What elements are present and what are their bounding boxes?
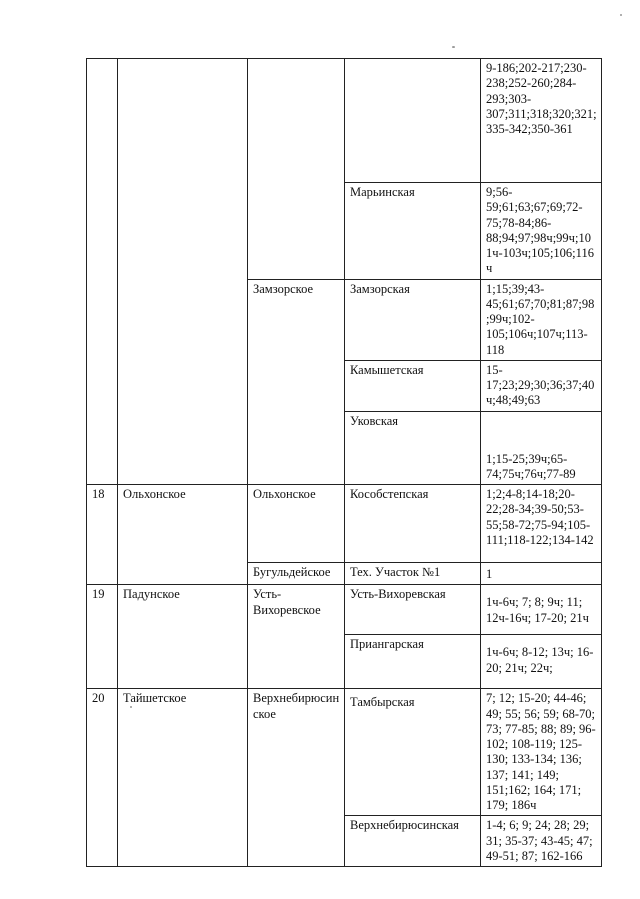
quarter-codes: 15-17;23;29;30;36;37;40ч;48;49;63: [481, 360, 602, 411]
quarter-codes: 9;56-59;61;63;67;69;72-75;78-84;86-88;94;97;98ч;99ч;101ч-103ч;105;106;116ч: [481, 183, 602, 280]
row-number-cell: [87, 59, 118, 485]
quarter-codes: 1;2;4-8;14-18;20-22;28-34;39-50;53-55;58-72;75-94;105-111;118-122;134-142: [481, 485, 602, 563]
forestry-area-name: Приангарская: [345, 635, 481, 689]
forestry-area-name: Кособстепская: [345, 485, 481, 563]
table-row: [87, 585, 602, 635]
settlement-name: Верхнебирюсинское: [248, 689, 345, 867]
forestry-area-name: Камышетская: [345, 360, 481, 411]
settlement-name: Бугульдейское: [248, 563, 345, 585]
quarter-codes: 1;15;39;43-45;61;67;70;81;87;98;99ч;102-105;106ч;107ч;113-118: [481, 279, 602, 360]
row-number: 20: [87, 689, 118, 867]
settlement-name: Ольхонское: [248, 485, 345, 563]
forest-areas-table: [86, 58, 602, 867]
table-row: [87, 689, 602, 816]
forestry-area-cell: [345, 59, 481, 183]
forestry-area-name: Верхнебирюсинская: [345, 816, 481, 867]
quarter-codes: 7; 12; 15-20; 44-46; 49; 55; 56; 59; 68-70; 73; 77-85; 88; 89; 96-102; 108-119; 125-130; 133-134; 136; 137; 141; 149; 151;162; 164; 171; 179; 186ч: [481, 689, 602, 816]
row-number: 18: [87, 485, 118, 585]
forestry-area-name: Замзорская: [345, 279, 481, 360]
district-name: Падунское: [118, 585, 248, 689]
quarter-codes: 1ч-6ч; 8-12; 13ч; 16-20; 21ч; 22ч;: [481, 635, 602, 689]
settlement-cell: [248, 59, 345, 280]
district-name: Тайшетское: [118, 689, 248, 867]
quarter-codes: 1;15-25;39ч;65-74;75ч;76ч;77-89: [481, 411, 602, 485]
quarter-codes: 1-4; 6; 9; 24; 28; 29; 31; 35-37; 43-45; 47; 49-51; 87; 162-166: [481, 816, 602, 867]
forestry-area-name: Марьинская: [345, 183, 481, 280]
forestry-area-name: Уковская: [345, 411, 481, 485]
forestry-area-name: Тамбырская: [345, 689, 481, 816]
forestry-area-name: Усть-Вихоревская: [345, 585, 481, 635]
district-name: Ольхонское: [118, 485, 248, 585]
table-row: [87, 485, 602, 563]
scan-speck: [620, 14, 622, 16]
table-row: [87, 59, 602, 183]
quarter-codes: 1ч-6ч; 7; 8; 9ч; 11; 12ч-16ч; 17-20; 21ч: [481, 585, 602, 635]
quarter-codes: 1: [481, 563, 602, 585]
district-cell: [118, 59, 248, 485]
scan-speck: [452, 46, 455, 48]
quarter-codes: 9-186;202-217;230-238;252-260;284-293;303-307;311;318;320;321;335-342;350-361: [481, 59, 602, 183]
settlement-name: Замзорское: [248, 279, 345, 485]
scan-speck: [130, 706, 132, 708]
settlement-name: Усть-Вихоревское: [248, 585, 345, 689]
forestry-area-name: Тех. Участок №1: [345, 563, 481, 585]
row-number: 19: [87, 585, 118, 689]
